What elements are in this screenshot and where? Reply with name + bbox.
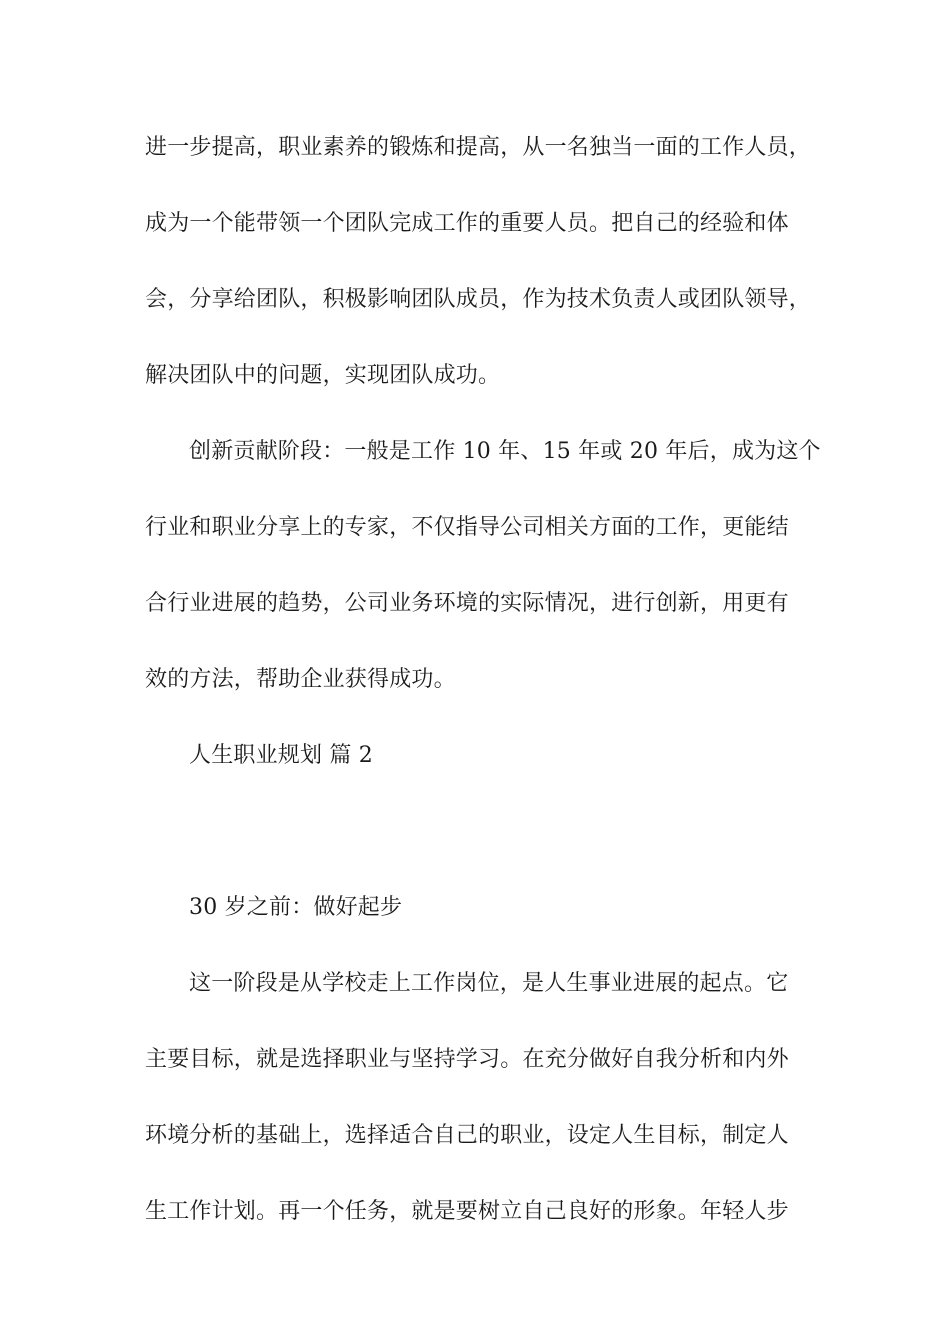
section-heading: 人生职业规划 篇 2 (189, 743, 373, 768)
paragraph-line: 创新贡献阶段：一般是工作 10 年、15 年或 20 年后，成为这个 (189, 439, 821, 464)
paragraph-line: 行业和职业分享上的专家，不仅指导公司相关方面的工作，更能结 (145, 515, 789, 540)
paragraph-line: 生工作计划。再一个任务，就是要树立自己良好的形象。年轻人步 (145, 1199, 789, 1224)
blank-line (145, 807, 835, 883)
paragraph-line: 解决团队中的问题，实现团队成功。 (145, 363, 501, 388)
paragraph-line: 主要目标，就是选择职业与坚持学习。在充分做好自我分析和内外 (145, 1047, 789, 1072)
paragraph-line: 进一步提高，职业素养的锻炼和提高，从一名独当一面的工作人员， (145, 135, 812, 160)
subsection-heading: 30 岁之前：做好起步 (189, 895, 403, 920)
paragraph-line: 会，分享给团队，积极影响团队成员，作为技术负责人或团队领导， (145, 287, 812, 312)
document-body (145, 123, 835, 1263)
paragraph-line: 合行业进展的趋势，公司业务环境的实际情况，进行创新，用更有 (145, 591, 789, 616)
paragraph-line: 成为一个能带领一个团队完成工作的重要人员。把自己的经验和体 (145, 211, 789, 236)
paragraph-line: 环境分析的基础上，选择适合自己的职业，设定人生目标，制定人 (145, 1123, 789, 1148)
paragraph-line: 这一阶段是从学校走上工作岗位，是人生事业进展的起点。它 (189, 971, 789, 996)
paragraph-line: 效的方法，帮助企业获得成功。 (145, 667, 456, 692)
